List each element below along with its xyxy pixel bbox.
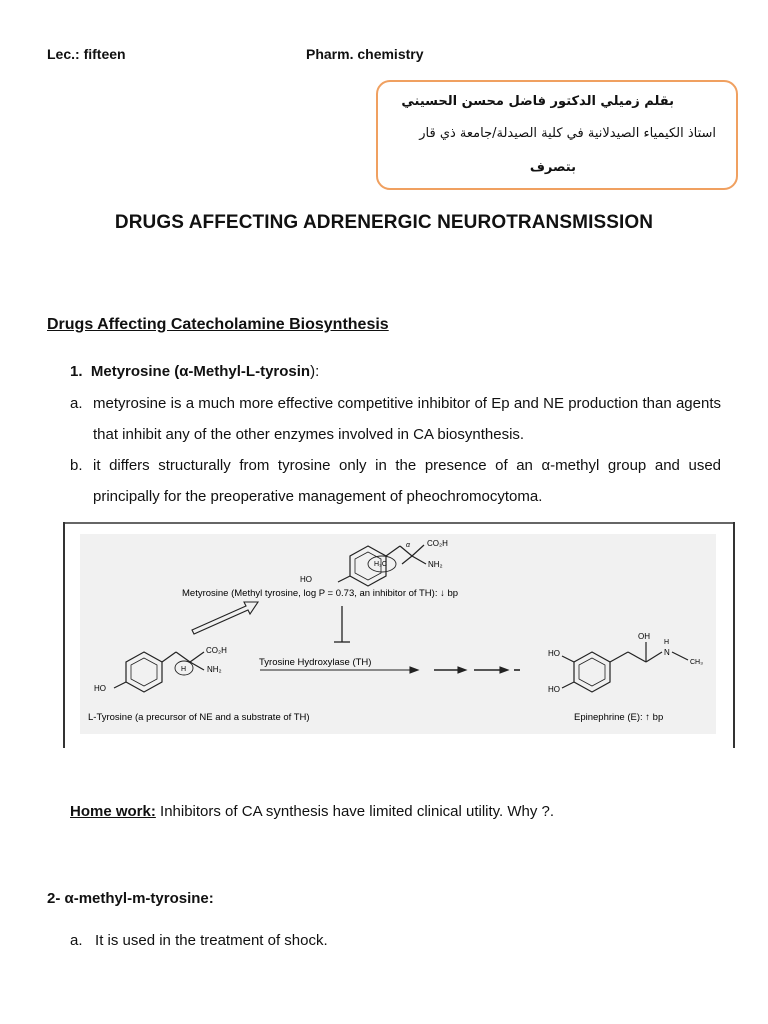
item-name: Metyrosine (α-Methyl-L-tyrosin	[90, 363, 311, 380]
biosynthesis-figure	[62, 522, 736, 748]
point-marker: a.	[70, 395, 83, 412]
section2-heading: 2- α-methyl-m-tyrosine:	[47, 890, 214, 907]
author-box	[376, 80, 738, 190]
epinephrine-oh: OH	[638, 632, 650, 641]
tyrosine-co2h: CO₂H	[206, 646, 227, 655]
epinephrine-ho-bottom: HO	[548, 685, 560, 694]
author-line-2: استاذ الكيمياء الصيدلانية في كلية الصيدلة/جامعة ذي قار	[419, 126, 716, 141]
subject-name: Pharm. chemistry	[306, 46, 424, 62]
epinephrine-label: Epinephrine (E): ↑ bp	[574, 712, 664, 723]
point-text: metyrosine is a much more effective competitive inhibitor of Ep and NE production than agents that inhibit any of the other enzymes involved in CA biosynthesis.	[93, 395, 721, 443]
item-close: ):	[310, 363, 320, 380]
epinephrine-n: N	[664, 648, 670, 657]
author-line-3: بتصرف	[529, 160, 576, 175]
tyrosine-nh2: NH₂	[207, 665, 222, 674]
tyrosine-label: L-Tyrosine (a precursor of NE and a substrate of TH)	[88, 712, 310, 723]
lecture-number: Lec.: fifteen	[47, 46, 126, 62]
metyrosine-alpha: α	[406, 542, 410, 549]
epinephrine-ch3: CH₃	[690, 659, 703, 666]
item-metyrosine-heading	[70, 363, 319, 380]
section2-point-a	[70, 932, 328, 949]
point-marker: a.	[70, 932, 83, 949]
metyrosine-co2h: CO₂H	[427, 539, 448, 548]
homework-text: Inhibitors of CA synthesis have limited clinical utility. Why ?.	[155, 803, 555, 820]
metyrosine-label: Metyrosine (Methyl tyrosine, log P = 0.73, an inhibitor of TH): ↓ bp	[182, 588, 459, 599]
section-heading: Drugs Affecting Catecholamine Biosynthesis	[47, 316, 389, 333]
point-marker: b.	[70, 457, 83, 474]
point-text: it differs structurally from tyrosine only in the presence of an α-methyl group and used principally for the preoperative management of pheochromocytoma.	[93, 457, 721, 505]
author-line-1: بقلم زميلي الدكتور فاضل محسن الحسيني	[401, 94, 674, 109]
point-a	[70, 388, 721, 450]
enzyme-label: Tyrosine Hydroxylase (TH)	[259, 657, 372, 668]
tyrosine-ho: HO	[94, 684, 106, 693]
metyrosine-ho: HO	[300, 575, 312, 584]
homework-label: Home work:	[70, 803, 156, 820]
metyrosine-h3c: H₃C	[374, 561, 387, 568]
figure-background	[80, 534, 716, 734]
page-title: DRUGS AFFECTING ADRENERGIC NEUROTRANSMISSION	[114, 212, 654, 233]
point-b	[70, 450, 721, 512]
tyrosine-h: H	[181, 666, 187, 673]
homework-line	[70, 803, 554, 820]
item-number: 1.	[70, 363, 83, 380]
point-text: It is used in the treatment of shock.	[95, 932, 328, 949]
metyrosine-nh2: NH₂	[428, 560, 443, 569]
epinephrine-ho-top: HO	[548, 649, 560, 658]
epinephrine-nh: H	[664, 639, 670, 646]
